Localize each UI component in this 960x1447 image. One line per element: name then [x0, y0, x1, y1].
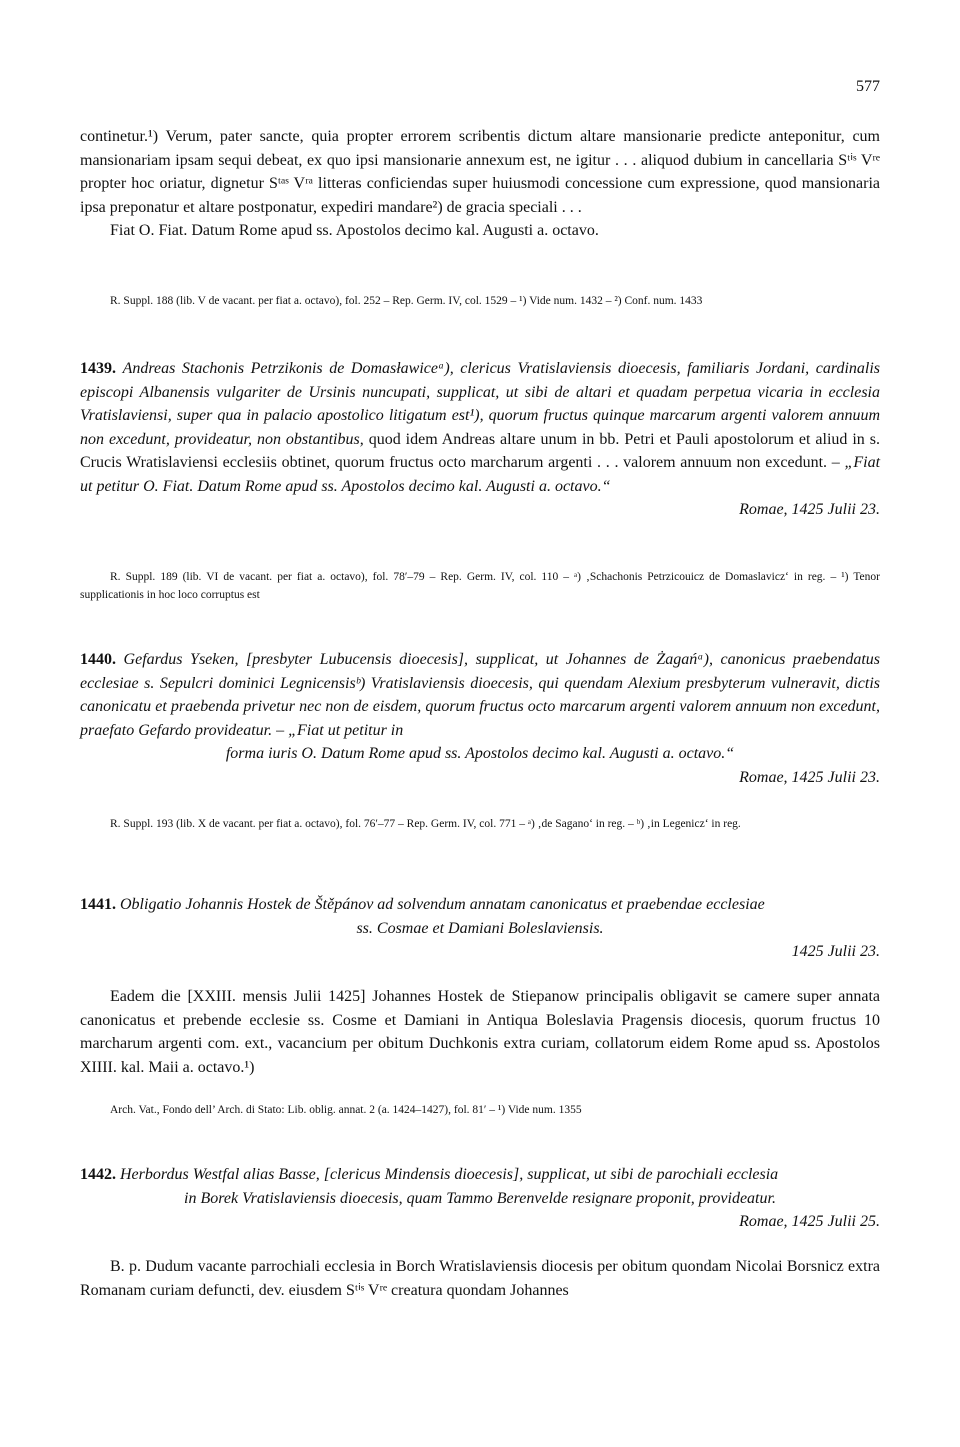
entry-1441-text: Eadem die [XXIII. mensis Julii 1425] Johannes Hostek de Stiepanow principalis obligavit se camere super annata canonicatus et prebende ecclesie ss. Cosme et Damiani in Antiqua Boleslavia Pragensis diocesis, quorum fructus 10 marcharum argenti com. ext., vacancium per obitum Duchkonis extra curiam, collatorum eidem Rome apud ss. Apostolos XIIII. kal. Maii a. octavo.¹)	[80, 988, 880, 1076]
entry-number: 1441.	[80, 896, 116, 913]
entry-1441-date: 1425 Julii 23.	[791, 943, 880, 960]
entry-number: 1442.	[80, 1166, 116, 1183]
entry-1441-title-text: Obligatio Johannis Hostek de Štěpánov ad solvendum annatam canonicatus et praebendae ecclesiae	[120, 896, 765, 913]
entry-1442-title-center: in Borek Vratislaviensis dioecesis, quam Tammo Berenvelde resignare proponit, provideatur.	[184, 1189, 776, 1207]
entry-1440-text: Gefardus Yseken, [presbyter Lubucensis dioecesis], supplicat, ut Johannes de Żagańᵃ), canonicus praebendatus ecclesiae s. Sepulcri dominici Legnicensisᵇ) Vratislaviensis dioecesis, qui quendam Alexium presbyterum vulneravit, dictis canonicatu et praebenda privetur nec non de eisdem, quorum fructus octo marcarum argenti valorem annuum non excedunt, praefato Gefardo provideatur. – „Fiat ut petitur in	[80, 651, 881, 739]
entry-1441-note-wrap	[80, 1101, 880, 1119]
entry-1442-date: Romae, 1425 Julii 25.	[739, 1213, 880, 1230]
entry-1440-date: Romae, 1425 Julii 23.	[739, 768, 880, 786]
entry-1440	[80, 648, 880, 790]
entry-1439-note-wrap	[80, 568, 880, 604]
entry-1440-note-wrap	[80, 815, 880, 833]
entry-1442-title-text: Herbordus Westfal alias Basse, [clericus Mindensis dioecesis], supplicat, ut sibi de parochiali ecclesia	[120, 1166, 779, 1183]
entry-1440-footnote: R. Suppl. 193 (lib. X de vacant. per fiat a. octavo), fol. 76′–77 – Rep. Germ. IV, col. 771 – ᵃ) ‚de Sagano‘ in reg. – ᵇ) ‚in Legenicz‘ in reg.	[110, 818, 741, 830]
entry-1441-body-wrap	[80, 985, 880, 1079]
continuation-text: continetur.¹) Verum, pater sancte, quia propter errorem scribentis dictum altare mansionarie predicte anteponitur, cum mansionariam ipsam sequi debeat, ex quo ipsi mansionarie annexum est, ne igitur . . . aliquod dubium in cancellaria Sᵗⁱˢ Vʳᵉ propter hoc oriatur, dignetur Sᵗᵃˢ Vʳᵃ litteras conficiendas super huiusmodi concessione cum expressione, quod mansionaria ipsa preponatur et altare postponatur, expediri mandare²) de gracia speciali . . .	[80, 128, 880, 216]
entry-1439-italic: Andreas Stachonis Petrzikonis de Domasławiceᵃ), clericus Vratislaviensis dioecesis, familiaris Jordani, cardinalis episcopi Albanensis vulgariter de Ursinis nuncupati, supplicat, ut sibi de altari et quadam perpetua vicaria in ecclesia Vratislaviensi, super qua in palacio apostolico litigatum est¹), quorum fructus quinque marcarum argenti valorem annuum non excedunt, provideatur, non obstantibus,	[80, 360, 881, 448]
continuation-note-wrap	[80, 292, 880, 310]
entry-1440-text-center: forma iuris O. Datum Rome apud ss. Apostolos decimo kal. Augusti a. octavo.“	[225, 745, 735, 762]
entry-1439-date: Romae, 1425 Julii 23.	[739, 501, 880, 518]
entry-1442-text: B. p. Dudum vacante parrochiali ecclesia in Borch Wratislaviensis diocesis per obitum quondam Nicolai Borsnicz extra Romanam curiam defuncti, dev. eiusdem Sᵗⁱˢ Vʳᵉ creatura quondam Johannes	[80, 1258, 880, 1299]
entry-1439-fiat: „Fiat ut petitur O. Fiat. Datum Rome apud ss. Apostolos decimo kal. Augusti a. octavo.“	[80, 454, 881, 495]
entry-1439-roman: quod idem Andreas altare unum in bb. Petri et Pauli apostolorum et aliud in s. Crucis Wratislaviensi ecclesiis obtinet, quorum fructus octo marcharum argenti . . . valorem annuum non excedunt. –	[80, 430, 881, 471]
entry-1441-footnote: Arch. Vat., Fondo dell’ Arch. di Stato: Lib. oblig. annat. 2 (a. 1424–1427), fol. 81′ – ¹) Vide num. 1355	[110, 1104, 582, 1116]
entry-1442-title	[80, 1163, 880, 1187]
entry-1441-title-center: ss. Cosmae et Damiani Boleslaviensis.	[356, 919, 604, 937]
entry-1442-body-wrap	[80, 1255, 880, 1302]
entry-1441	[80, 893, 880, 964]
entry-number: 1440.	[80, 651, 116, 668]
entry-1439-footnote: R. Suppl. 189 (lib. VI de vacant. per fiat a. octavo), fol. 78′–79 – Rep. Germ. IV, col. 110 – ᵃ) ‚Schachonis Petrzicouicz de Domaslavicz‘ in reg. – ¹) Tenor supplicationis in hoc loco corruptus est	[80, 571, 880, 601]
entry-1440-body	[80, 648, 880, 742]
entry-1439-body	[80, 357, 880, 498]
entry-1441-title	[80, 893, 880, 917]
continuation-fiat: Fiat O. Fiat. Datum Rome apud ss. Apostolos decimo kal. Augusti a. octavo.	[110, 222, 599, 239]
continuation-section	[80, 125, 880, 243]
entry-1439	[80, 357, 880, 522]
entry-number: 1439.	[80, 360, 116, 377]
continuation-footnote: R. Suppl. 188 (lib. V de vacant. per fiat a. octavo), fol. 252 – Rep. Germ. IV, col. 1529 – ¹) Vide num. 1432 – ²) Conf. num. 1433	[110, 295, 703, 307]
page-number: 577	[856, 78, 880, 95]
entry-1442	[80, 1163, 880, 1234]
